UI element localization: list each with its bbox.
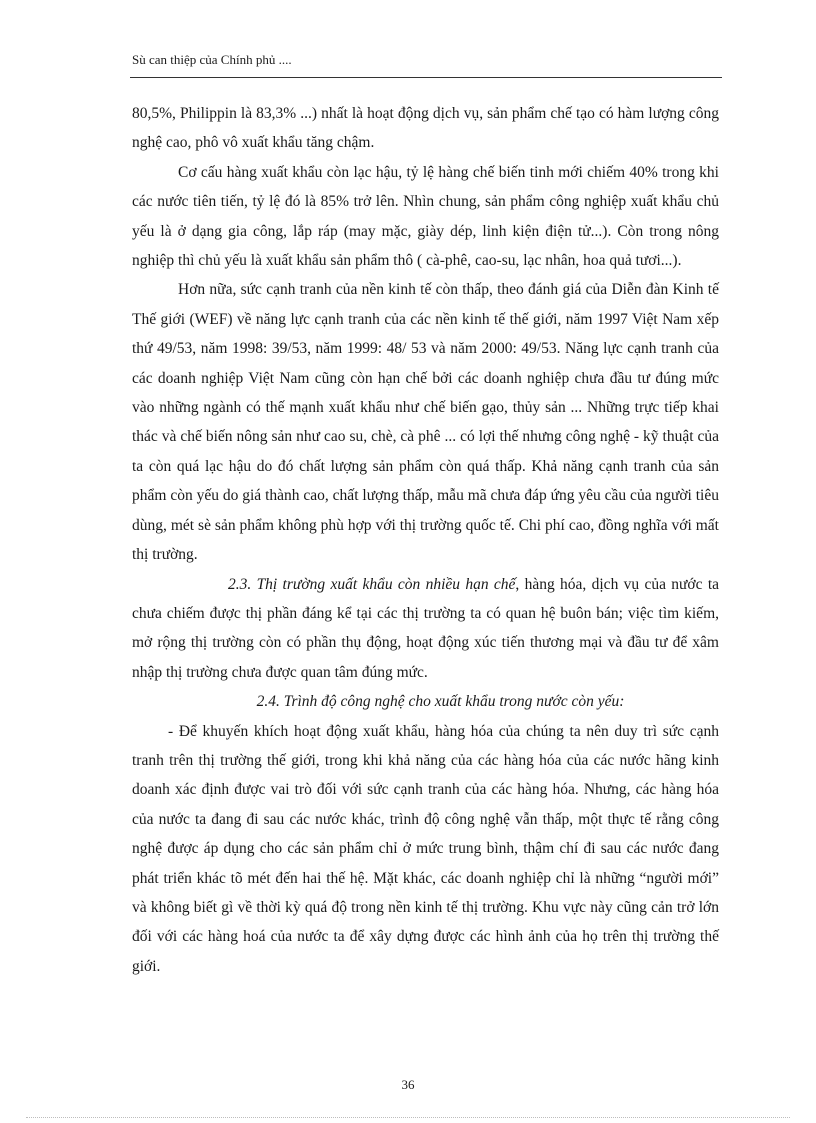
paragraph-technology: - Để khuyến khích hoạt động xuất khẩu, hàng hóa của chúng ta nên duy trì sức cạnh tranh trên thị trường thế giới, trong khi khả năng của các hàng hóa của các nước hãng kinh doanh xác định được vai trò đối với sức cạnh tranh của các hàng hóa. Nhưng, các hàng hóa của nước ta đang đi sau các nước khác, trình độ công nghệ vẫn thấp, một thực tế rằng công nghệ được áp dụng cho các sản phẩm chỉ ở mức trung bình, thậm chí đi sau các nước đang phát triển khác tõ mét đến hai thế hệ. Mặt khác, các doanh nghiệp chỉ là những “người mới” và không biết gì về thời kỳ quá độ trong nền kinh tế thị trường. Khu vực này cũng cản trở lớn đối với các hàng hoá của nước ta để xây dựng được các hình ảnh của họ trên thị trường thế giới. [132, 722, 719, 975]
running-header: Sù can thiệp của Chính phủ .... [132, 52, 292, 67]
paragraph-competitiveness: Hơn nữa, sức cạnh tranh của nền kinh tế còn thấp, theo đánh giá của Diễn đàn Kinh tế Thế giới (WEF) về năng lực cạnh tranh của các nền kinh tế thế giới, năm 1997 Việt Nam xếp thứ 49/53, năm 1998: 39/53, năm 1999: 48/ 53 và năm 2000: 49/53. Năng lực cạnh tranh của các doanh nghiệp Việt Nam cũng còn hạn chế bởi các doanh nghiệp chưa đầu tư đúng mức vào những ngành có thế mạnh xuất khẩu như chế biến gạo, thủy sản ... Những trực tiếp khai thác và chế biến nông sản như cao su, chè, cà phê ... có lợi thế nhưng công nghệ - kỹ thuật của ta còn quá lạc hậu do đó chất lượng sản phẩm còn quá thấp. Khả năng cạnh tranh của sản phẩm còn yếu do giá thành cao, chất lượng thấp, mẫu mã chưa đáp ứng yêu cầu của người tiêu dùng, mét sè sản phẩm không phù hợp với thị trường quốc tế. Chi phí cao, đồng nghĩa với mất thị trường. [132, 281, 719, 564]
paragraph-export-structure: Cơ cấu hàng xuất khẩu còn lạc hậu, tỷ lệ hàng chế biến tinh mới chiếm 40% trong khi các nước tiên tiến, tỷ lệ đó là 85% trở lên. Nhìn chung, sản phẩm công nghiệp xuất khẩu chủ yếu là ở dạng gia công, lắp ráp (may mặc, giày dép, linh kiện điện tử...). Còn trong nông nghiệp thì chủ yếu là xuất khẩu sản phẩm thô ( cà-phê, cao-su, lạc nhân, hoa quả tươi...). [132, 163, 719, 270]
section-heading-2-4: 2.4. Trình độ công nghệ cho xuất khẩu trong nước còn yếu: [256, 693, 625, 711]
header-rule [130, 77, 722, 78]
page-number: 36 [401, 1077, 415, 1092]
paragraph-section-2-3 [132, 570, 719, 688]
section-2-3-text: , hàng hóa, dịch vụ của nước ta chưa chiếm được thị phần đáng kể tại các thị trường ta có quan hệ buôn bán; việc tìm kiếm, mở rộng thị trường còn có phần thụ động, hoạt động xúc tiến thương mại và đầu tư để xâm nhập thị trường chưa được quan tâm đúng mức. [132, 575, 719, 681]
section-heading-2-3: 2.3. Thị trường xuất khẩu còn nhiều hạn chế [228, 575, 516, 593]
paragraph-continuation: 80,5%, Philippin là 83,3% ...) nhất là hoạt động dịch vụ, sản phẩm chế tạo có hàm lượng công nghệ cao, phô vô xuất khẩu tăng chậm. [132, 105, 719, 152]
document-body [132, 99, 719, 981]
page-bottom-edge [26, 1117, 790, 1118]
